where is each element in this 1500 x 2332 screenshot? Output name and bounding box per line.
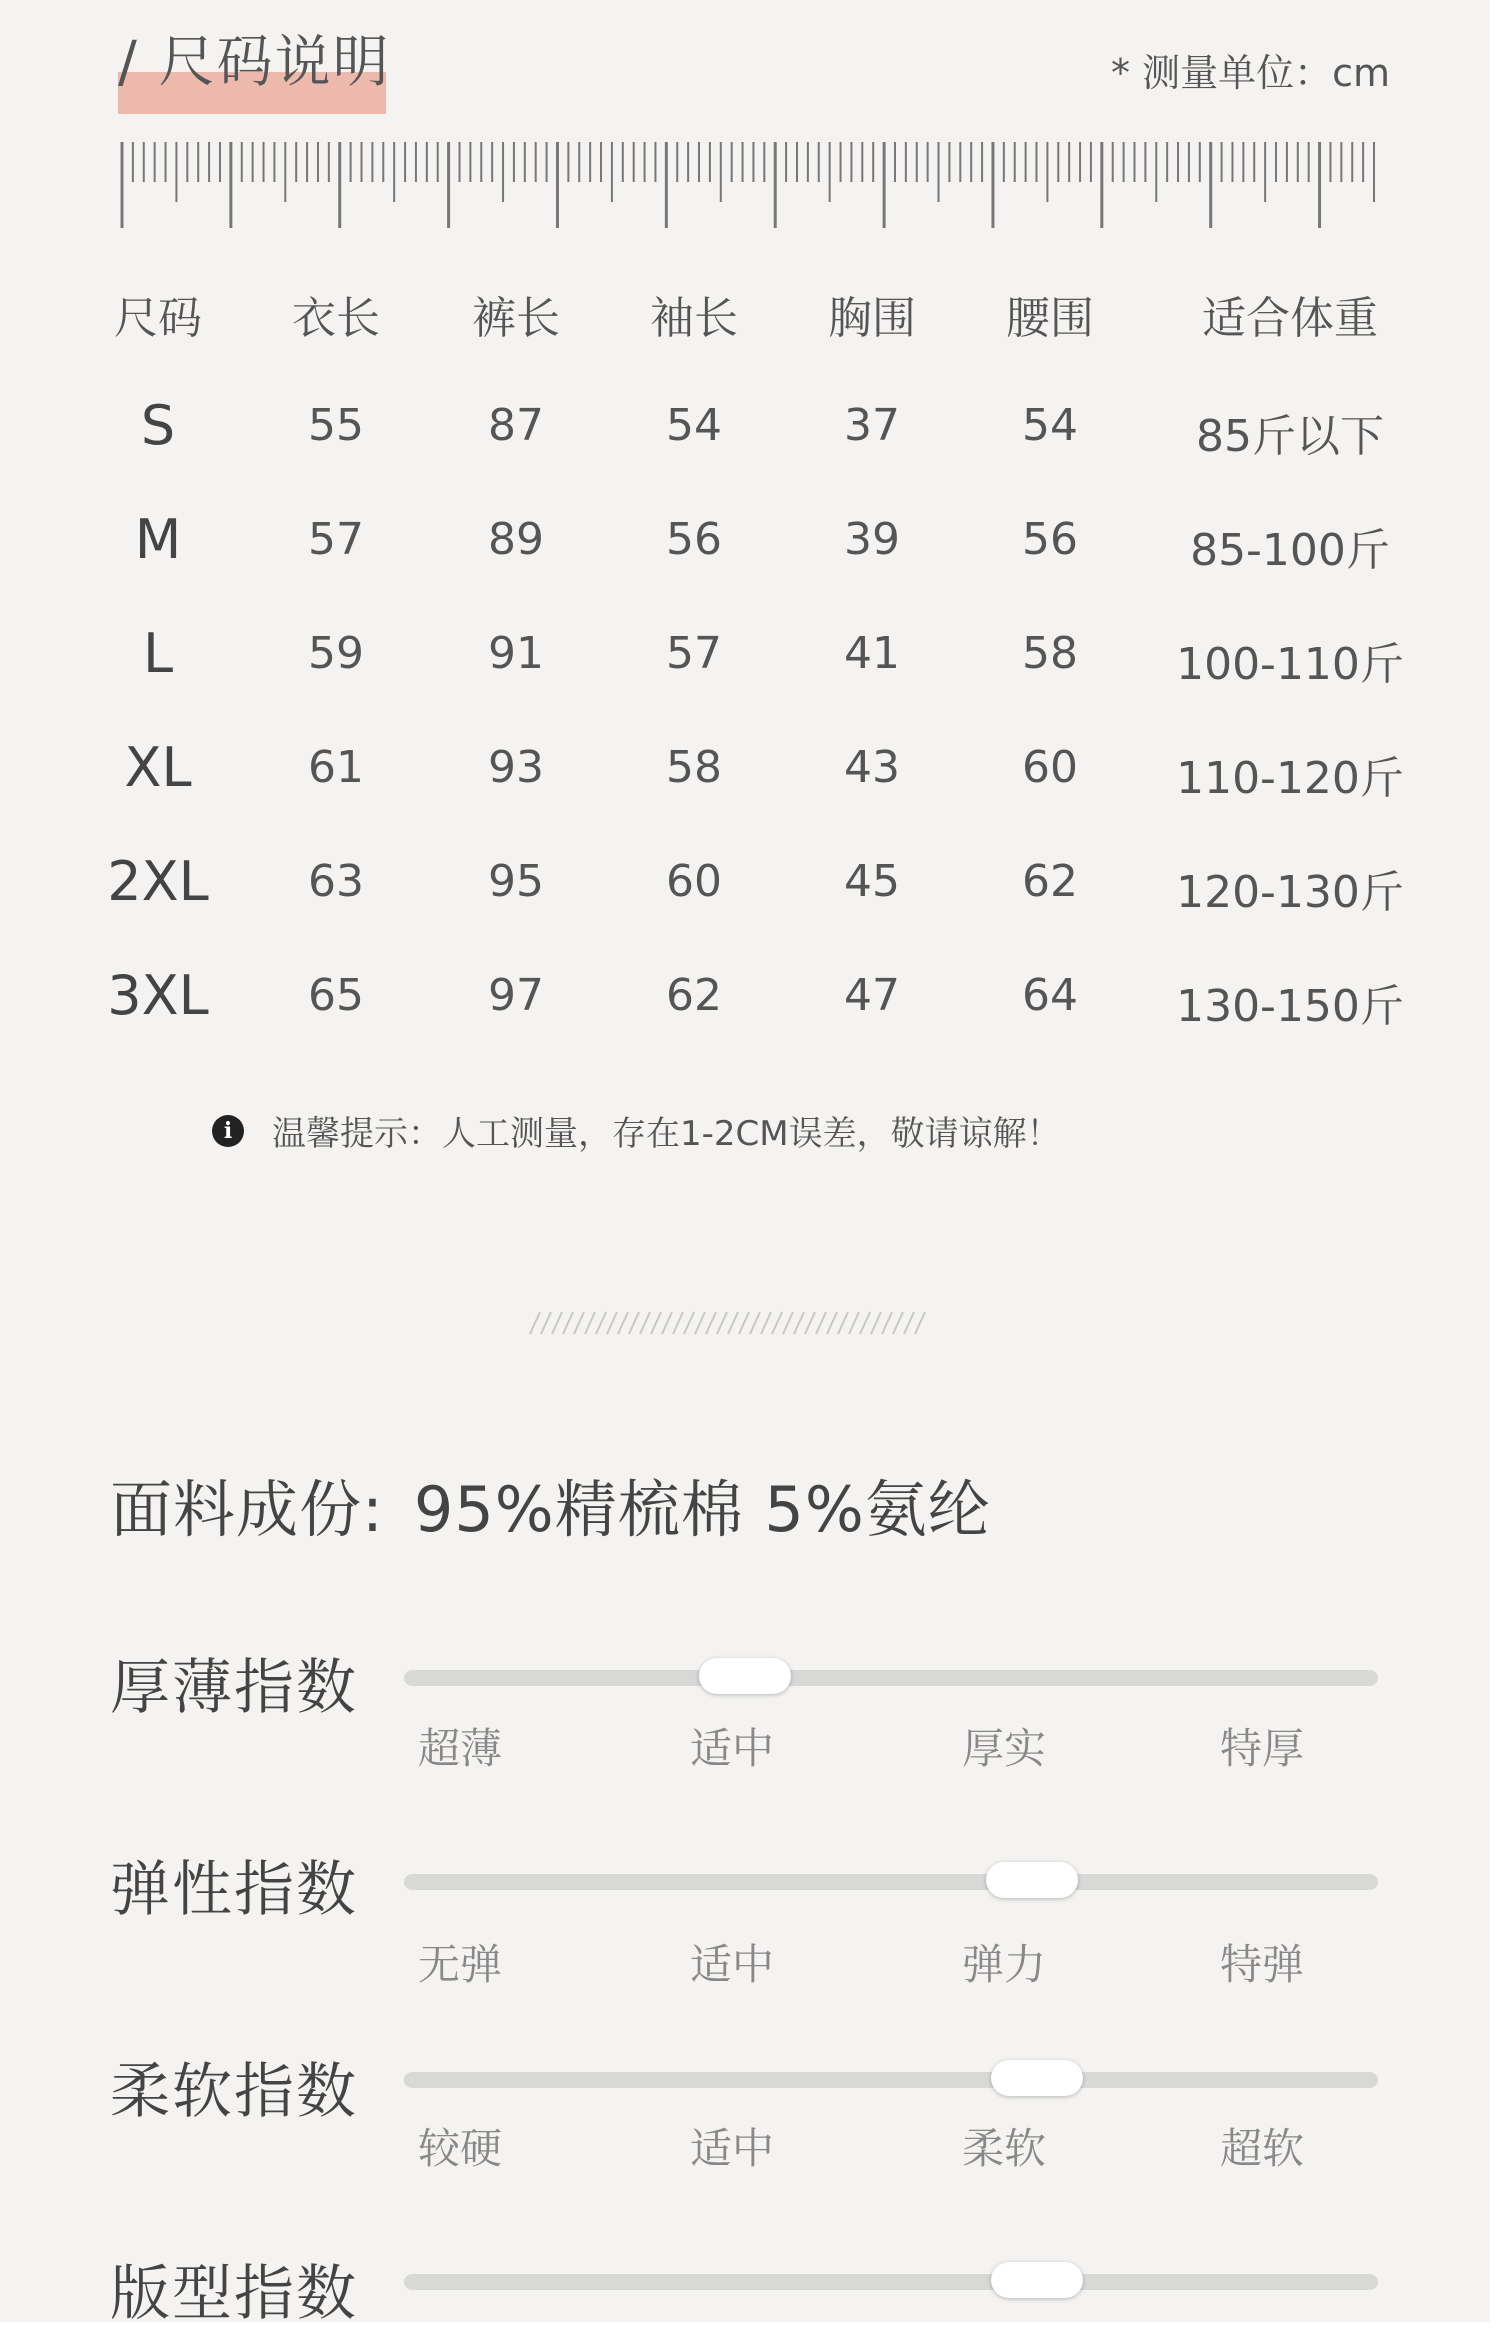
table-cell: 55: [308, 400, 364, 451]
table-cell: 64: [1022, 970, 1078, 1021]
divider-hatch: [838, 1312, 848, 1334]
table-cell: 39: [844, 514, 900, 565]
divider-hatch: [662, 1312, 672, 1334]
divider-hatch: [541, 1312, 551, 1334]
divider-hatch: [640, 1312, 650, 1334]
index-slider-track: [404, 1874, 1378, 1890]
table-cell: 62: [666, 970, 722, 1021]
index-option-label: 超软: [1219, 2124, 1305, 2173]
divider-hatch: [618, 1312, 628, 1334]
index-option-label: 适中: [689, 1724, 775, 1773]
divider-hatch: [761, 1312, 771, 1334]
index-slider-knob: [991, 2060, 1083, 2096]
divider-hatch: [728, 1312, 738, 1334]
divider-hatch: [893, 1312, 903, 1334]
divider-hatch: [772, 1312, 782, 1334]
index-slider-track: [404, 2072, 1378, 2088]
index-option-label: 厚实: [961, 1724, 1047, 1773]
table-cell: 54: [1022, 400, 1078, 451]
table-header-cell: 适合体重: [1202, 293, 1378, 344]
table-cell: 97: [488, 970, 544, 1021]
unit-note: * 测量单位：cm: [1111, 51, 1390, 95]
divider-hatch: [805, 1312, 815, 1334]
ruler-graphic: [118, 138, 1378, 228]
divider-hatch: [706, 1312, 716, 1334]
size-label-cell: L: [142, 622, 174, 685]
divider-hatch: [827, 1312, 837, 1334]
table-cell: 89: [488, 514, 544, 565]
table-cell: 47: [844, 970, 900, 1021]
divider-hatch: [904, 1312, 914, 1334]
divider-hatch: [673, 1312, 683, 1334]
index-option-label: 适中: [689, 1940, 775, 1989]
page-edge: [1490, 0, 1500, 2322]
fabric-label: 面料成份:: [110, 1473, 384, 1546]
divider-hatch: [794, 1312, 804, 1334]
index-option-label: 超薄: [417, 1724, 503, 1773]
divider-hatch: [651, 1312, 661, 1334]
table-header-cell: 胸围: [828, 293, 916, 344]
index-option-label: 无弹: [417, 1940, 503, 1989]
index-label: 厚薄指数: [110, 1653, 358, 1723]
index-slider-track: [404, 2274, 1378, 2290]
table-cell: 100-110斤: [1176, 639, 1404, 690]
table-cell: 56: [666, 514, 722, 565]
index-option-label: 适中: [689, 2124, 775, 2173]
table-cell: 58: [1022, 628, 1078, 679]
divider-hatch: [816, 1312, 826, 1334]
index-option-label: 特弹: [1219, 1940, 1305, 1989]
index-option-label: 特厚: [1219, 1724, 1305, 1773]
index-option-label: 较硬: [417, 2124, 503, 2173]
table-cell: 60: [1022, 742, 1078, 793]
index-slider-knob: [699, 1658, 791, 1694]
divider-hatch: [860, 1312, 870, 1334]
table-cell: 59: [308, 628, 364, 679]
divider-hatch: [563, 1312, 573, 1334]
index-slider-knob: [986, 1862, 1078, 1898]
table-cell: 85斤以下: [1196, 411, 1384, 462]
divider-hatch: [684, 1312, 694, 1334]
divider-hatch: [530, 1312, 540, 1334]
table-cell: 45: [844, 856, 900, 907]
table-cell: 130-150斤: [1176, 981, 1404, 1032]
hatched-divider: [526, 1310, 930, 1336]
table-cell: 54: [666, 400, 722, 451]
table-cell: 95: [488, 856, 544, 907]
table-cell: 87: [488, 400, 544, 451]
table-cell: 58: [666, 742, 722, 793]
table-cell: 57: [666, 628, 722, 679]
divider-hatch: [607, 1312, 617, 1334]
table-cell: 85-100斤: [1190, 525, 1390, 576]
table-header-cell: 腰围: [1006, 293, 1094, 344]
index-label: 柔软指数: [110, 2057, 358, 2127]
table-cell: 91: [488, 628, 544, 679]
table-cell: 93: [488, 742, 544, 793]
divider-hatch: [717, 1312, 727, 1334]
table-header-cell: 裤长: [472, 293, 560, 344]
table-cell: 61: [308, 742, 364, 793]
size-label-cell: S: [140, 394, 176, 457]
table-cell: 63: [308, 856, 364, 907]
index-label: 版型指数: [110, 2259, 358, 2329]
divider-hatch: [849, 1312, 859, 1334]
table-header-cell: 袖长: [650, 293, 738, 344]
table-cell: 60: [666, 856, 722, 907]
index-option-label: 弹力: [961, 1940, 1047, 1989]
index-label: 弹性指数: [110, 1855, 358, 1925]
table-cell: 56: [1022, 514, 1078, 565]
size-label-cell: XL: [124, 736, 192, 799]
divider-hatch: [739, 1312, 749, 1334]
fabric-value: 95%精梳棉 5%氨纶: [413, 1473, 991, 1546]
table-cell: 120-130斤: [1176, 867, 1404, 918]
divider-hatch: [882, 1312, 892, 1334]
divider-hatch: [596, 1312, 606, 1334]
info-icon: i: [212, 1115, 244, 1147]
size-label-cell: M: [134, 508, 182, 571]
index-slider-track: [404, 1670, 1378, 1686]
divider-hatch: [585, 1312, 595, 1334]
size-label-cell: 3XL: [107, 964, 209, 1027]
section-title-text: / 尺码说明: [118, 30, 391, 95]
index-slider-knob: [991, 2262, 1083, 2298]
divider-hatch: [915, 1312, 925, 1334]
divider-hatch: [574, 1312, 584, 1334]
table-cell: 62: [1022, 856, 1078, 907]
table-cell: 37: [844, 400, 900, 451]
table-cell: 110-120斤: [1176, 753, 1404, 804]
fabric-composition: [110, 1460, 991, 1549]
divider-hatch: [750, 1312, 760, 1334]
table-header-cell: 衣长: [292, 293, 380, 344]
tip-note: [212, 1106, 1061, 1155]
table-header-cell: 尺码: [114, 293, 202, 344]
table-cell: 41: [844, 628, 900, 679]
divider-hatch: [783, 1312, 793, 1334]
table-cell: 43: [844, 742, 900, 793]
size-label-cell: 2XL: [107, 850, 209, 913]
divider-hatch: [695, 1312, 705, 1334]
tip-text: 温馨提示：人工测量，存在1-2CM误差，敬请谅解！: [272, 1114, 1061, 1154]
divider-hatch: [629, 1312, 639, 1334]
divider-hatch: [552, 1312, 562, 1334]
index-option-label: 柔软: [961, 2124, 1047, 2173]
divider-hatch: [871, 1312, 881, 1334]
table-cell: 65: [308, 970, 364, 1021]
table-cell: 57: [308, 514, 364, 565]
section-title: [118, 28, 391, 98]
